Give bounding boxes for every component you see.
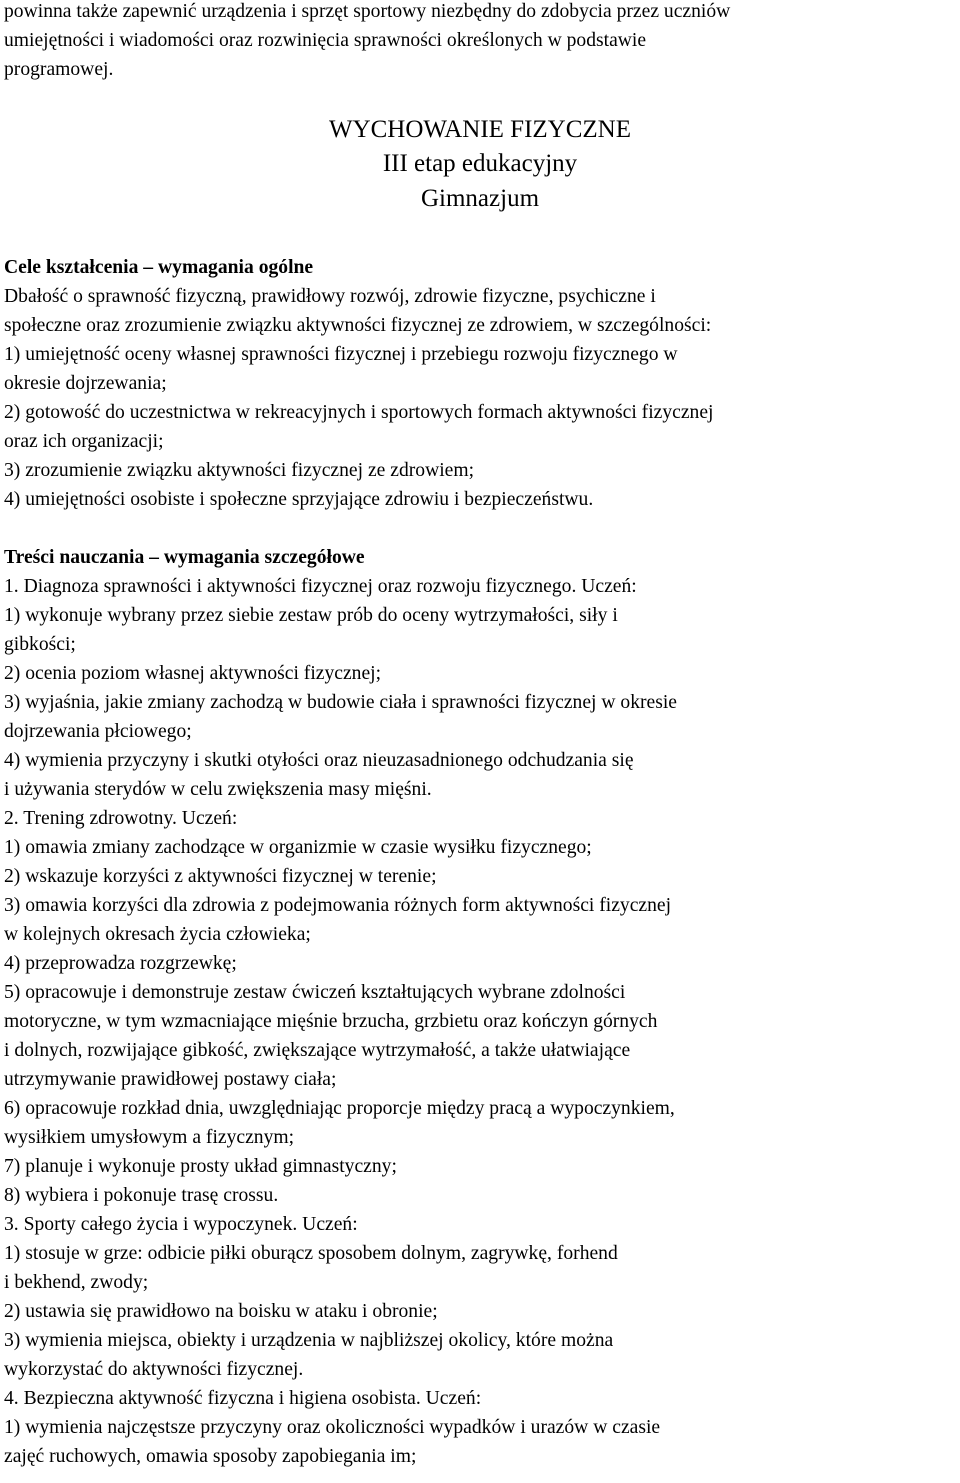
detailed-line: i używania sterydów w celu zwiększenia masy mięśni.: [4, 779, 432, 800]
stage-title: III etap edukacyjny: [382, 150, 578, 177]
detailed-line: 3) wymienia miejsca, obiekty i urządzenia w najbliższej okolicy, które można: [4, 1330, 614, 1351]
general-line: okresie dojrzewania;: [4, 373, 167, 394]
detailed-line: wysiłkiem umysłowym a fizycznym;: [4, 1127, 295, 1148]
intro-line: powinna także zapewnić urządzenia i sprzęt sportowy niezbędny do zdobycia przez uczniów: [4, 1, 731, 22]
detailed-line: 1. Diagnoza sprawności i aktywności fizycznej oraz rozwoju fizycznego. Uczeń:: [4, 576, 637, 597]
detailed-line: i bekhend, zwody;: [4, 1272, 149, 1293]
detailed-line: 7) planuje i wykonuje prosty układ gimnastyczny;: [4, 1156, 397, 1177]
detailed-line: utrzymywanie prawidłowej postawy ciała;: [4, 1069, 337, 1090]
general-line: 1) umiejętność oceny własnej sprawności fizycznej i przebiegu rozwoju fizycznego w: [4, 344, 678, 365]
detailed-line: 5) opracowuje i demonstruje zestaw ćwiczeń kształtujących wybrane zdolności: [4, 982, 626, 1003]
detailed-heading: Treści nauczania – wymagania szczegółowe: [4, 547, 365, 568]
detailed-line: 2. Trening zdrowotny. Uczeń:: [4, 808, 238, 829]
detailed-line: 2) ustawia się prawidłowo na boisku w ataku i obronie;: [4, 1301, 438, 1322]
detailed-line: 6) opracowuje rozkład dnia, uwzględniając proporcje między pracą a wypoczynkiem,: [4, 1098, 675, 1119]
detailed-line: 3) omawia korzyści dla zdrowia z podejmowania różnych form aktywności fizycznej: [4, 895, 672, 916]
detailed-line: dojrzewania płciowego;: [4, 721, 192, 742]
general-heading: Cele kształcenia – wymagania ogólne: [4, 257, 314, 278]
school-title: Gimnazjum: [420, 185, 540, 212]
intro-line: umiejętności i wiadomości oraz rozwinięcia sprawności określonych w podstawie: [4, 30, 647, 51]
general-line: Dbałość o sprawność fizyczną, prawidłowy rozwój, zdrowie fizyczne, psychiczne i: [4, 286, 656, 307]
detailed-line: 3. Sporty całego życia i wypoczynek. Uczeń:: [4, 1214, 358, 1235]
detailed-line: 1) wymienia najczęstsze przyczyny oraz okoliczności wypadków i urazów w czasie: [4, 1417, 661, 1438]
detailed-line: 2) ocenia poziom własnej aktywności fizycznej;: [4, 663, 382, 684]
general-line: 4) umiejętności osobiste i społeczne sprzyjające zdrowiu i bezpieczeństwu.: [4, 489, 594, 510]
detailed-line: 1) omawia zmiany zachodzące w organizmie w czasie wysiłku fizycznego;: [4, 837, 592, 858]
detailed-line: 3) wyjaśnia, jakie zmiany zachodzą w budowie ciała i sprawności fizycznej w okresie: [4, 692, 677, 713]
subject-title: WYCHOWANIE FIZYCZNE: [328, 116, 632, 143]
detailed-line: 2) wskazuje korzyści z aktywności fizycznej w terenie;: [4, 866, 437, 887]
detailed-line: 1) stosuje w grze: odbicie piłki oburącz sposobem dolnym, zagrywkę, forhend: [4, 1243, 618, 1264]
detailed-line: 4. Bezpieczna aktywność fizyczna i higiena osobista. Uczeń:: [4, 1388, 482, 1409]
detailed-line: zajęć ruchowych, omawia sposoby zapobiegania im;: [4, 1446, 417, 1467]
general-line: społeczne oraz zrozumienie związku aktywności fizycznej ze zdrowiem, w szczególności:: [4, 315, 712, 336]
general-line: 3) zrozumienie związku aktywności fizycznej ze zdrowiem;: [4, 460, 475, 481]
detailed-line: i dolnych, rozwijające gibkość, zwiększające wytrzymałość, a także ułatwiające: [4, 1040, 631, 1061]
detailed-line: 8) wybiera i pokonuje trasę crossu.: [4, 1185, 279, 1206]
intro-line: programowej.: [4, 59, 114, 80]
detailed-line: motoryczne, w tym wzmacniające mięśnie brzucha, grzbietu oraz kończyn górnych: [4, 1011, 658, 1032]
detailed-line: w kolejnych okresach życia człowieka;: [4, 924, 311, 945]
detailed-line: gibkości;: [4, 634, 76, 655]
detailed-line: 4) wymienia przyczyny i skutki otyłości oraz nieuzasadnionego odchudzania się: [4, 750, 634, 771]
detailed-line: 1) wykonuje wybrany przez siebie zestaw prób do oceny wytrzymałości, siły i: [4, 605, 618, 626]
detailed-line: 4) przeprowadza rozgrzewkę;: [4, 953, 237, 974]
general-line: oraz ich organizacji;: [4, 431, 164, 452]
detailed-line: wykorzystać do aktywności fizycznej.: [4, 1359, 304, 1380]
general-line: 2) gotowość do uczestnictwa w rekreacyjnych i sportowych formach aktywności fizycznej: [4, 402, 714, 423]
